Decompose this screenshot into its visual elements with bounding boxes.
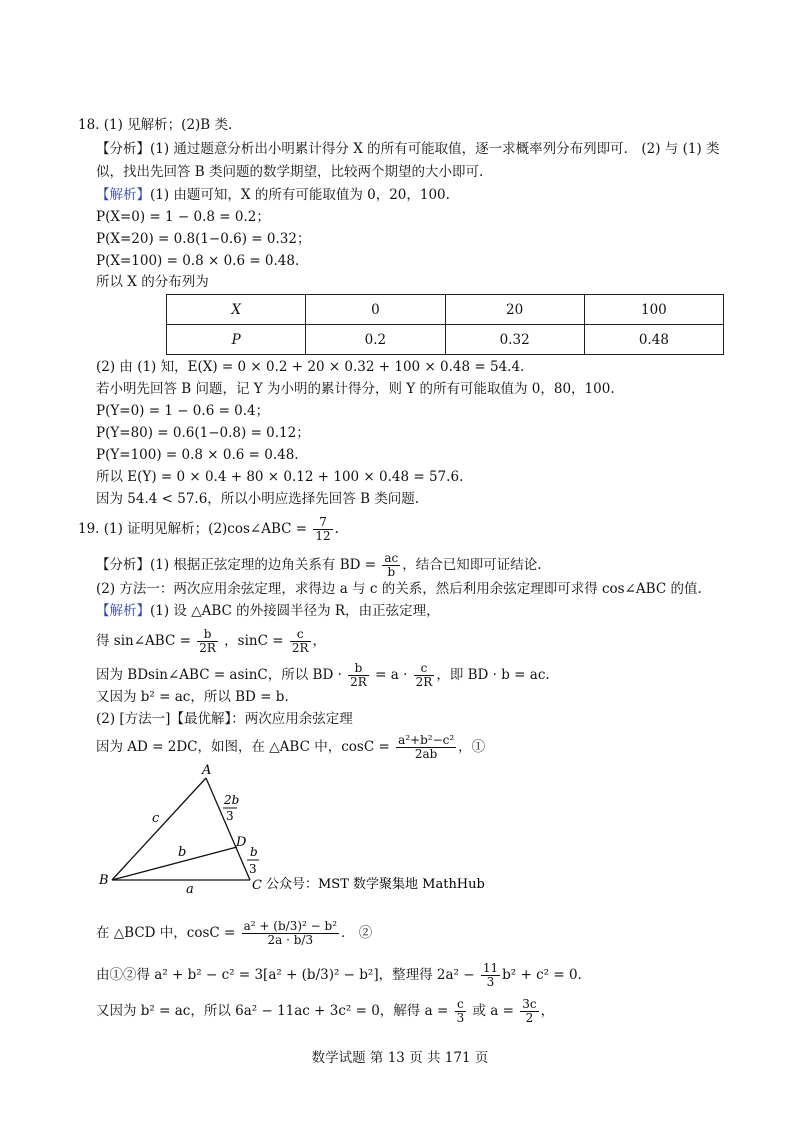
table-cell: 0.48	[584, 325, 723, 355]
dc-length-num: b	[250, 845, 258, 859]
side-b-label: b	[178, 845, 187, 860]
text: ，即 BD · b = ac.	[436, 667, 550, 683]
q18-y-values: 若小明先回答 B 问题，记 Y 为小明的累计得分，则 Y 的所有可能取值为 0，80，100.	[96, 381, 615, 397]
q19-bd-derivation	[96, 662, 550, 689]
text: 因为 AD = 2DC，如图，在 △ABC 中，cosC =	[96, 739, 390, 755]
fraction	[520, 998, 538, 1025]
ad-length-den: 3	[226, 809, 234, 823]
text: ，sinC =	[224, 633, 284, 649]
text: ． ②	[341, 925, 373, 941]
q19-answer: 19. (1) 证明见解析；(2)cos∠ABC = $\frac{7}{12}$ .	[78, 515, 339, 543]
solution-tag: 【解析】	[96, 603, 150, 619]
text: 又因为 b² = ac，所以 6a² − 11ac + 3c² = 0，解得 a =	[96, 1003, 449, 1019]
q18-dist-intro: 所以 X 的分布列为	[96, 274, 209, 290]
fraction-num: a² + (b/3)² − b²	[243, 919, 337, 933]
fraction-num: c	[455, 998, 467, 1012]
q19-cosine-law-1	[96, 734, 485, 761]
q18-solution-text: (1) 由题可知，X 的所有可能取值为 0，20，100.	[150, 187, 450, 203]
fraction-num: 3c	[522, 997, 537, 1011]
text: 在 △BCD 中，cosC =	[96, 925, 236, 941]
fraction	[382, 552, 400, 579]
triangle-figure	[96, 760, 536, 900]
fraction	[414, 662, 435, 689]
q19-method1-title: (2) [方法一]【最优解】：两次应用余弦定理	[96, 711, 353, 727]
dc-length-den: 3	[249, 862, 257, 876]
text: ，①	[458, 739, 486, 755]
text: 因为 BDsin∠ABC = asinC，所以 BD ·	[96, 667, 342, 683]
vertex-b-label: B	[99, 873, 109, 888]
fraction-den: 2R	[415, 675, 433, 689]
segment-bd	[112, 847, 237, 880]
fraction	[242, 920, 339, 947]
q19-combine	[96, 962, 582, 989]
table-cell: X	[167, 295, 306, 325]
q19-solve	[96, 998, 554, 1025]
q18-prob-y100: P(Y=100) = 0.8 × 0.6 = 0.48.	[96, 447, 299, 463]
fraction-num: a²+b²−c²	[398, 733, 455, 747]
fraction	[348, 662, 369, 689]
ad-length-num: 2b	[224, 793, 240, 807]
text: ，	[540, 1003, 555, 1019]
fraction-den: 3	[486, 975, 495, 989]
fraction-den: 2	[525, 1011, 534, 1025]
fraction	[197, 628, 218, 655]
text: = a ·	[375, 667, 408, 683]
fraction-den: 2R	[291, 641, 309, 655]
q19-answer-text: 19. (1) 证明见解析；(2)cos∠ABC =	[78, 521, 308, 537]
fraction-num: c	[414, 662, 435, 676]
fraction	[290, 628, 311, 655]
text: ，结合已知即可证结论.	[402, 557, 542, 573]
fraction	[313, 516, 332, 543]
table-cell: P	[167, 325, 306, 355]
fraction-num: b	[348, 662, 369, 676]
q19-cosine-law-2	[96, 920, 372, 947]
text: b² + c² = 0.	[502, 967, 582, 983]
fraction-num: 7	[313, 516, 332, 530]
solution-tag: 【解析】	[96, 187, 150, 203]
q18-expect-x: (2) 由 (1) 知，E(X) = 0 × 0.2 + 20 × 0.32 + 100 × 0.48 = 54.4.	[96, 359, 525, 375]
q19-analysis-line2: (2) 方法一：两次应用余弦定理，求得边 a 与 c 的关系，然后利用余弦定理即可求得 cos∠ABC 的值.	[96, 581, 702, 597]
q18-prob-x20: P(X=20) = 0.8(1−0.6) = 0.32；	[96, 231, 311, 247]
table-row	[167, 325, 724, 355]
text: ，	[312, 633, 327, 649]
fraction-den: 2a · b/3	[267, 933, 314, 947]
q18-prob-x100: P(X=100) = 0.8 × 0.6 = 0.48.	[96, 253, 300, 269]
page-footer: 数学试题 第 13 页 共 171 页	[311, 1050, 489, 1066]
fraction	[481, 962, 500, 989]
table-cell: 0	[306, 295, 445, 325]
q18-analysis-line2: 似，找出先回答 B 类问题的数学期望，比较两个期望的大小即可.	[96, 164, 484, 180]
text: 或 a =	[472, 1003, 514, 1019]
fraction-den: 3	[456, 1011, 465, 1025]
fraction-den: b	[387, 565, 396, 579]
q19-analysis-line1	[96, 552, 542, 579]
table-cell: 100	[584, 295, 723, 325]
text: 【分析】(1) 根据正弦定理的边角关系有 BD =	[96, 557, 377, 573]
fraction-den: 12	[315, 529, 331, 543]
vertex-c-label: C	[252, 878, 262, 893]
q18-prob-x0: P(X=0) = 1 − 0.8 = 0.2；	[96, 209, 270, 225]
q18-expect-y: 所以 E(Y) = 0 × 0.4 + 80 × 0.12 + 100 × 0.48 = 57.6.	[96, 469, 464, 485]
table-row	[167, 295, 724, 325]
q19-sine-law	[96, 628, 326, 655]
q19-bd-equals-b: 又因为 b² = ac，所以 BD = b.	[96, 689, 289, 705]
text: 由①②得 a² + b² − c² = 3[a² + (b/3)² − b²]，整理得 2a² −	[96, 967, 475, 983]
q18-prob-y80: P(Y=80) = 0.6(1−0.8) = 0.12；	[96, 425, 310, 441]
side-c-label: c	[152, 811, 160, 826]
fraction-den: 2ab	[414, 747, 438, 761]
fraction-den: 2R	[350, 675, 367, 689]
side-a-label: a	[186, 882, 194, 897]
distribution-table	[166, 294, 724, 355]
fraction	[455, 998, 467, 1025]
q18-conclusion: 因为 54.4 < 57.6，所以小明应选择先回答 B 类问题.	[96, 491, 420, 507]
q18-solution-line1	[96, 186, 450, 204]
text: 得 sin∠ABC =	[96, 633, 191, 649]
fraction	[396, 734, 456, 761]
vertex-a-label: A	[202, 763, 212, 778]
fraction-num: b	[197, 628, 218, 642]
fraction-den: 2R	[199, 641, 216, 655]
q18-analysis-line1: 【分析】(1) 通过题意分析出小明累计得分 X 的所有可能取值，逐一求概率列分布列即可． (2) 与 (1) 类	[96, 141, 720, 157]
q18-answer: 18. (1) 见解析；(2)B 类.	[78, 117, 233, 133]
fraction-num: 11	[482, 961, 499, 975]
q19-solution-line1	[96, 602, 440, 620]
side-ab	[112, 778, 206, 880]
q18-prob-y0: P(Y=0) = 1 − 0.6 = 0.4；	[96, 403, 270, 419]
fraction-num: c	[290, 628, 311, 642]
table-cell: 0.2	[306, 325, 445, 355]
fraction-num: ac	[384, 551, 399, 565]
text: (1) 设 △ABC 的外接圆半径为 R，由正弦定理，	[150, 603, 440, 619]
watermark-text: 公众号：MST 数学聚集地 MathHub	[266, 877, 485, 892]
table-cell: 20	[445, 295, 584, 325]
point-d-label: D	[236, 835, 247, 850]
table-cell: 0.32	[445, 325, 584, 355]
